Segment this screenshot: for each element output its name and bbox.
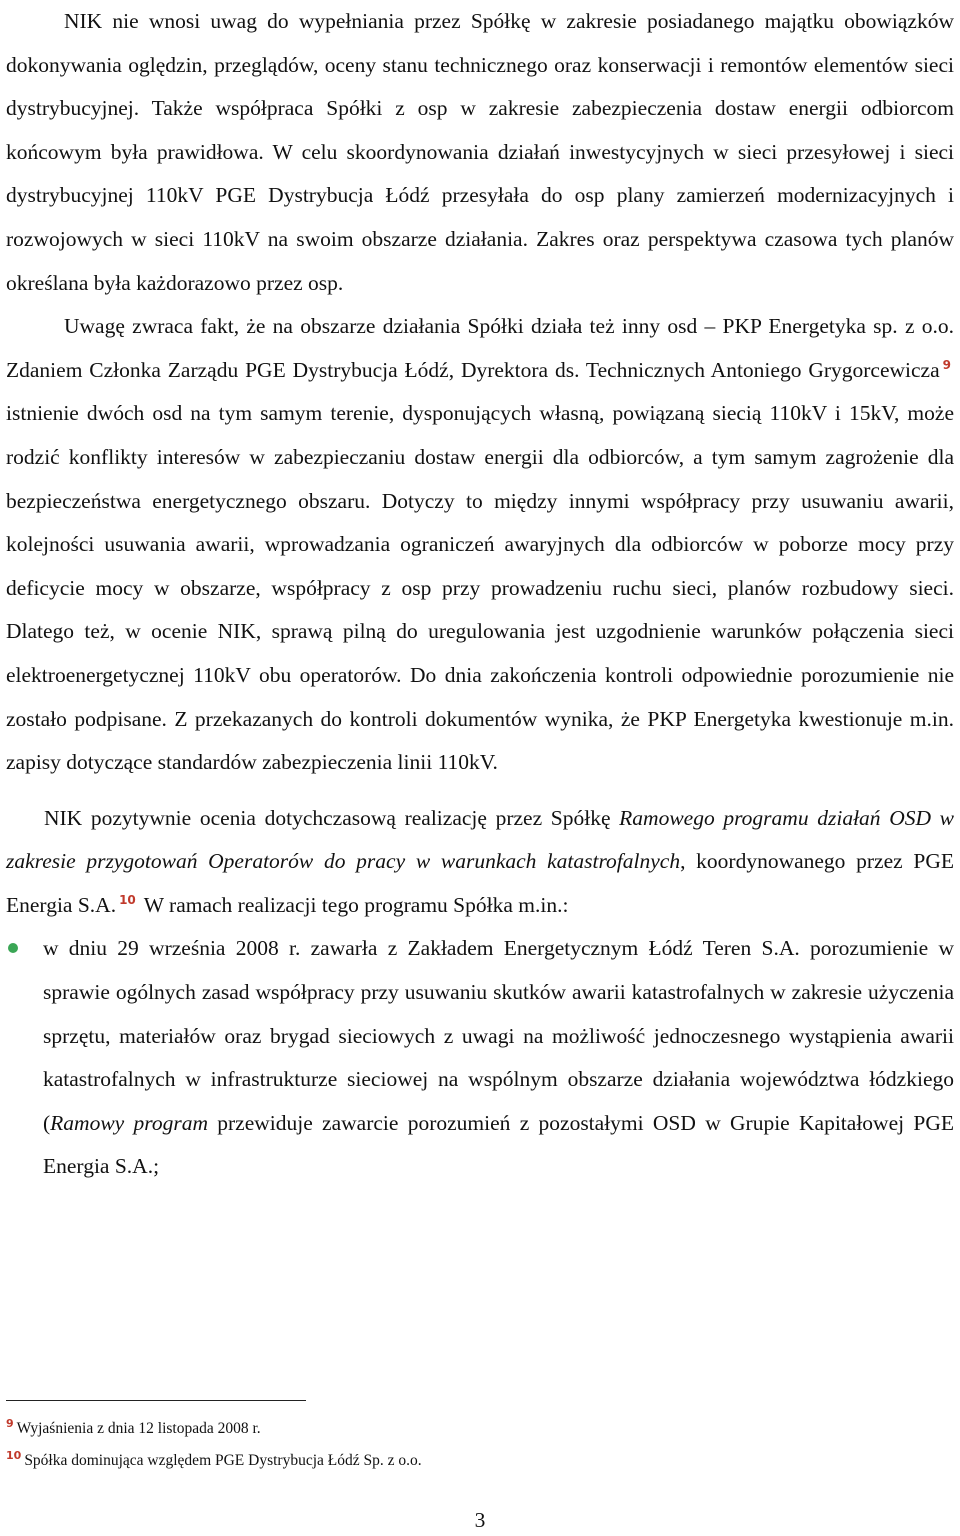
footnote-10 xyxy=(6,1445,906,1477)
paragraph-1: NIK nie wnosi uwag do wypełniania przez Spółkę w zakresie posiadanego majątku obowiązków dokonywania oględzin, przeglądów, oceny stanu technicznego oraz konserwacji i remontów elementów sieci dystrybucyjnej. Także współpraca Spółki z osp w zakresie zabezpieczenia dostaw energii odbiorcom końcowym była prawidłowa. W celu skoordynowania działań inwestycyjnych w sieci przesyłowej i sieci dystrybucyjnej 110kV PGE Dystrybucja Łódź przesyłała do osp plany zamierzeń modernizacyjnych i rozwojowych w sieci 110kV na swoim obszarze działania. Zakres oraz perspektywa czasowa tych planów określana była każdorazowo przez osp. xyxy=(6,9,954,295)
paragraph-2 xyxy=(6,305,954,785)
bullet-icon xyxy=(8,943,18,953)
paragraph-2-text-a: Uwagę zwraca fakt, że na obszarze działania Spółki działa też inny osd – PKP Energetyka sp. z o.o. Zdaniem Członka Zarządu PGE Dystrybucja Łódź, Dyrektora ds. Technicznych Antoniego Grygorcewicza xyxy=(6,314,954,382)
paragraph-2-text-b: istnienie dwóch osd na tym samym terenie, dysponujących własną, powiązaną siecią 110kV i 15kV, może rodzić konflikty interesów w zabezpieczaniu dostaw energii dla odbiorców, a tym samym zagrożenie dla bezpieczeństwa energetycznego obszaru. Dotyczy to między innymi współpracy przy usuwaniu awarii, kolejności usuwania awarii, wprowadzania ograniczeń awaryjnych dla odbiorców w poborze mocy przy deficycie mocy w obszarze, współpracy z osp przy prowadzeniu ruchu sieci, planów rozbudowy sieci. Dlatego też, w ocenie NIK, sprawą pilną do uregulowania jest uzgodnienie warunków połączenia sieci elektroenergetycznej 110kV obu operatorów. Do dnia zakończenia kontroli odpowiednie porozumienie nie zostało podpisane. Z przekazanych do kontroli dokumentów wynika, że PKP Energetyka kwestionuje m.in. zapisy dotyczące standardów zabezpieczenia linii 110kV. xyxy=(6,401,954,775)
paragraph-3-text-a: NIK pozytywnie ocenia dotychczasową realizację przez Spółkę xyxy=(44,805,620,830)
footnotes xyxy=(6,1413,906,1477)
footnote-number: 10 xyxy=(6,1448,22,1462)
paragraph-3 xyxy=(6,797,954,928)
document-page xyxy=(6,0,954,1189)
footnote-number: 9 xyxy=(6,1416,14,1430)
paragraph-3-text-b: , koordynowanego przez PGE Energia S.A. xyxy=(6,849,954,917)
list-item-italic: Ramowy program xyxy=(50,1110,208,1135)
paragraph-3-text-c: W ramach realizacji tego programu Spółka m.in.: xyxy=(138,892,569,917)
list-item-text-b: przewiduje zawarcie porozumień z pozostałymi OSD w Grupie Kapitałowej PGE Energia S.A.; xyxy=(43,1110,954,1179)
program-title: Ramowego programu działań OSD w zakresie przygotowań Operatorów do pracy w warunkach katastrofalnych xyxy=(6,805,954,874)
footnote-ref-9[interactable]: 9 xyxy=(942,357,951,372)
bullet-list xyxy=(6,927,954,1189)
page-number: 3 xyxy=(474,1508,486,1532)
footnote-text: Spółka dominująca względem PGE Dystrybucja Łódź Sp. z o.o. xyxy=(24,1452,422,1469)
footnote-text: Wyjaśnienia z dnia 12 listopada 2008 r. xyxy=(16,1420,261,1437)
footnote-divider xyxy=(6,1400,306,1401)
list-item xyxy=(6,927,954,1189)
list-item-text-a: w dniu 29 września 2008 r. zawarła z Zakładem Energetycznym Łódź Teren S.A. porozumienie w sprawie ogólnych zasad współpracy przy usuwaniu skutków awarii katastrofalnych w zakresie użyczenia sprzętu, materiałów oraz brygad sieciowych z uwagi na możliwość jednoczesnego wystąpienia awarii katastrofalnych w infrastrukturze sieciowej na wspólnym obszarze działania województwa łódzkiego ( xyxy=(43,936,954,1135)
footnote-9 xyxy=(6,1413,906,1445)
footnote-ref-10[interactable]: 10 xyxy=(119,892,136,907)
